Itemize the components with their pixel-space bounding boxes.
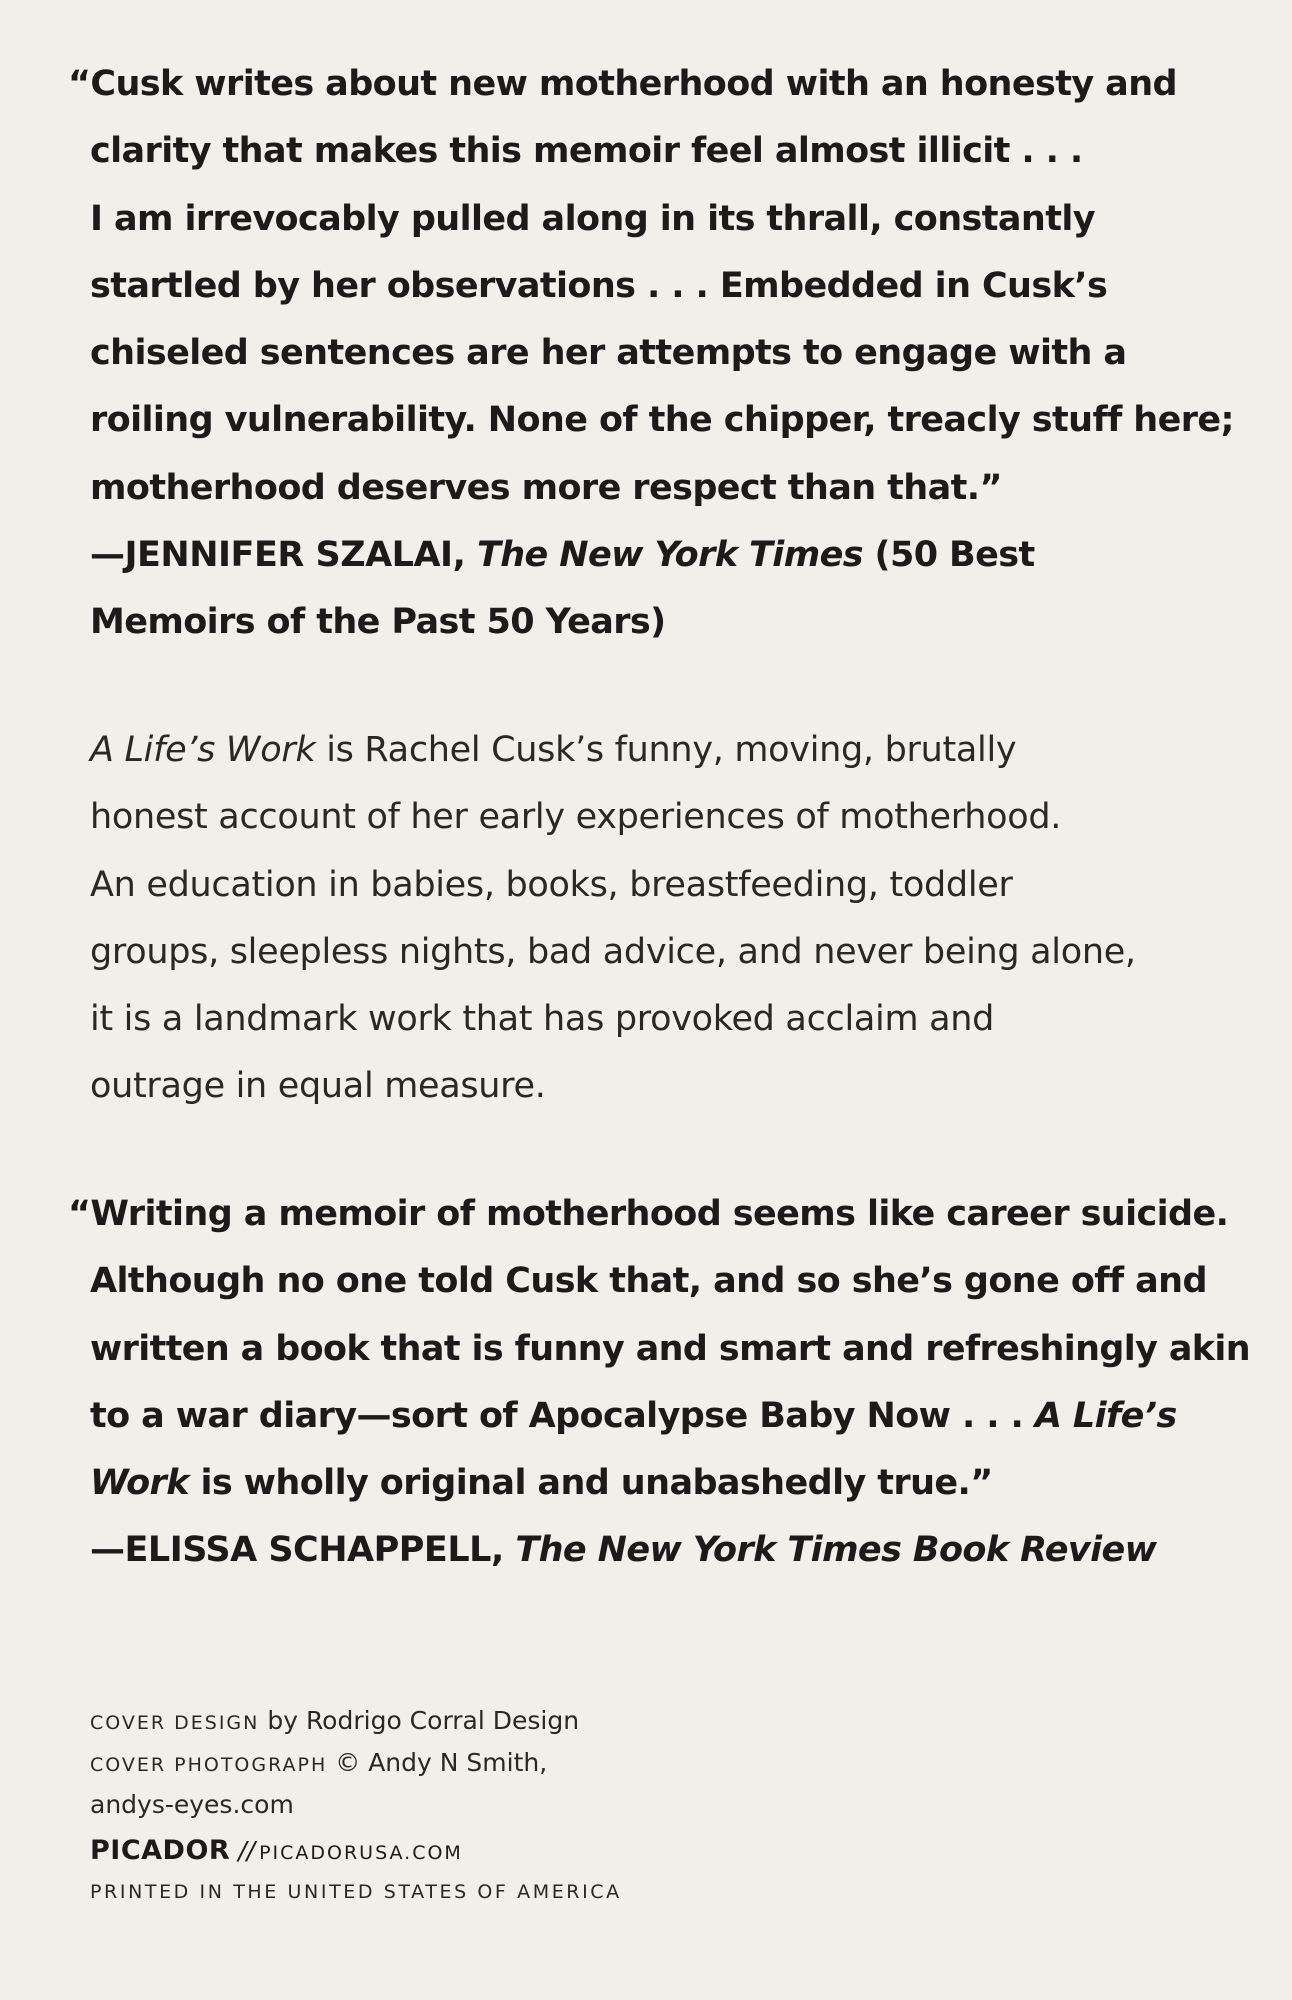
quote-attribution — [68, 522, 1228, 589]
credit-label: COVER DESIGN — [90, 1712, 260, 1734]
description-line: honest account of her early experiences of motherhood. — [90, 797, 1062, 838]
publisher-website: PICADORUSA.COM — [259, 1842, 463, 1864]
cover-design-credit — [90, 1701, 579, 1743]
review-quote-szalai — [68, 51, 1234, 657]
review-quote-schappell — [68, 1181, 1251, 1585]
description-line: An education in babies, books, breastfeeding, toddler — [90, 864, 1013, 905]
cover-photo-credit — [90, 1743, 579, 1785]
attribution-note: (50 Best — [874, 535, 1035, 576]
attribution-note-continued: Memoirs of the Past 50 Years) — [90, 602, 666, 643]
quote-line: I am irrevocably pulled along in its thrall, constantly — [90, 198, 1095, 239]
quote-line: motherhood deserves more respect than that.” — [90, 467, 1002, 508]
quote-line — [68, 1383, 1228, 1450]
credit-label: COVER PHOTOGRAPH — [90, 1754, 328, 1776]
book-description — [90, 717, 1250, 1121]
publication-name: The New York Times — [476, 535, 863, 576]
quote-line: roiling vulnerability. None of the chipper, treacly stuff here; — [90, 400, 1234, 441]
separator: // — [238, 1836, 256, 1865]
book-title: Work — [90, 1463, 189, 1504]
cover-credits — [90, 1701, 579, 1824]
quote-line: “Writing a memoir of motherhood seems like career suicide. — [68, 1194, 1229, 1234]
quote-text: is wholly original and unabashedly true.” — [188, 1463, 993, 1504]
photographer-website: andys-eyes.com — [90, 1790, 294, 1819]
quote-attribution — [68, 1517, 1228, 1584]
book-title: A Life’s — [1034, 1395, 1177, 1436]
book-title: A Life’s Work — [90, 730, 316, 770]
reviewer-name: —JENNIFER SZALAI, — [90, 535, 466, 576]
publisher-name: PICADOR — [90, 1835, 231, 1866]
quote-line: chiseled sentences are her attempts to engage with a — [90, 333, 1127, 374]
credit-value: © Andy N Smith, — [335, 1748, 548, 1777]
description-line: it is a landmark work that has provoked acclaim and — [90, 999, 995, 1040]
publisher-line — [90, 1835, 463, 1866]
quote-text: to a war diary—sort of Apocalypse Baby Now . . . — [90, 1395, 1035, 1436]
quote-line: Although no one told Cusk that, and so she’s gone off and — [90, 1261, 1207, 1302]
quote-line: written a book that is funny and smart and refreshingly akin — [89, 1328, 1251, 1369]
quote-line: “Cusk writes about new motherhood with an honesty and — [68, 64, 1177, 104]
description-text: is Rachel Cusk’s funny, moving, brutally — [315, 730, 1017, 770]
description-line: groups, sleepless nights, bad advice, and never being alone, — [90, 931, 1136, 972]
publication-name: The New York Times Book Review — [515, 1530, 1157, 1571]
quote-line — [68, 1450, 1228, 1517]
description-line — [90, 717, 1250, 784]
quote-line: startled by her observations . . . Embedded in Cusk’s — [90, 265, 1108, 306]
reviewer-name: —ELISSA SCHAPPELL, — [90, 1530, 504, 1571]
description-line: outrage in equal measure. — [90, 1066, 546, 1107]
printed-in-notice: PRINTED IN THE UNITED STATES OF AMERICA — [90, 1881, 622, 1903]
quote-line: clarity that makes this memoir feel almost illicit . . . — [90, 131, 1083, 172]
credit-value: by Rodrigo Corral Design — [267, 1706, 580, 1735]
